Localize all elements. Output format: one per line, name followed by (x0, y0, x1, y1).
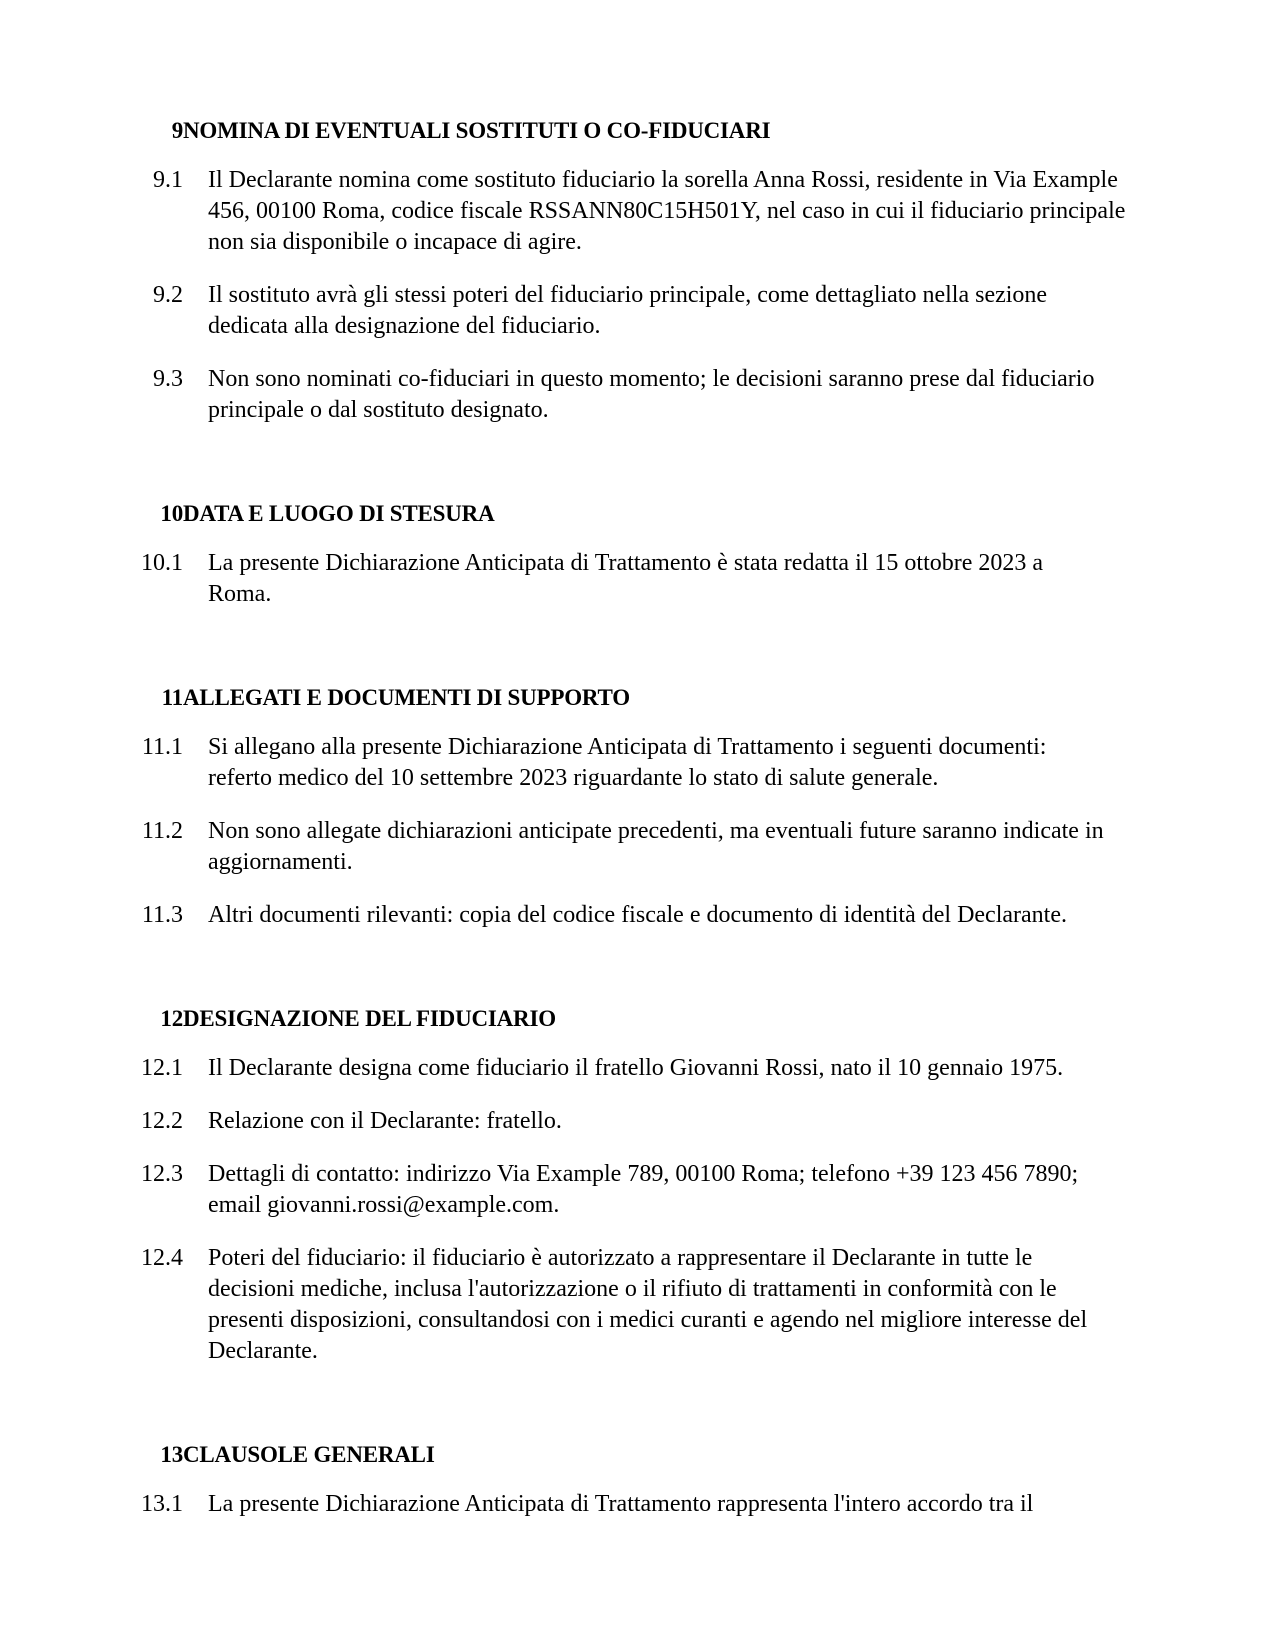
section-title: ALLEGATI E DOCUMENTI DI SUPPORTO (183, 685, 630, 710)
clause-line: email giovanni.rossi@example.com. (208, 1192, 560, 1218)
clause (100, 816, 1180, 878)
clause-text (208, 548, 1043, 610)
section-10 (100, 498, 1180, 610)
clause-number: 11.1 (141, 734, 183, 760)
clause-line: Altri documenti rilevanti: copia del codice fiscale e documento di identità del Declarante. (208, 902, 1067, 928)
clause-text (208, 1489, 1033, 1520)
clause-line: referto medico del 10 settembre 2023 riguardante lo stato di salute generale. (208, 765, 939, 791)
clause-number: 13.1 (141, 1491, 183, 1517)
clause-line: Poteri del fiduciario: il fiduciario è autorizzato a rappresentare il Declarante in tutte le (208, 1245, 1033, 1271)
clause-text (208, 165, 1125, 258)
clause-line: decisioni mediche, inclusa l'autorizzazione o il rifiuto di trattamenti in conformità con le (208, 1276, 1057, 1302)
clause-number: 12.1 (141, 1055, 183, 1081)
section-number: 13 (160, 1442, 183, 1467)
section-number: 10 (160, 501, 183, 526)
clause-text (208, 816, 1104, 878)
clause (100, 165, 1180, 258)
section-12 (100, 1003, 1180, 1367)
clause-line: Il Declarante nomina come sostituto fiduciario la sorella Anna Rossi, residente in Via Example (208, 167, 1118, 193)
section-heading (100, 1003, 1180, 1034)
clause-line: Il Declarante designa come fiduciario il fratello Giovanni Rossi, nato il 10 gennaio 1975. (208, 1055, 1064, 1081)
section-13 (100, 1439, 1180, 1520)
clause-text (208, 1053, 1063, 1084)
clause (100, 732, 1180, 794)
clause (100, 1243, 1180, 1367)
clause-line: Non sono nominati co-fiduciari in questo momento; le decisioni saranno prese dal fiduciario (208, 366, 1095, 392)
section-title: DESIGNAZIONE DEL FIDUCIARIO (183, 1006, 556, 1031)
clause-line: Non sono allegate dichiarazioni anticipate precedenti, ma eventuali future saranno indicate in (208, 818, 1104, 844)
clause-number: 9.3 (153, 366, 183, 392)
clause (100, 900, 1180, 931)
clause-text (208, 364, 1094, 426)
section-11 (100, 682, 1180, 931)
clause-line: Relazione con il Declarante: fratello. (208, 1108, 562, 1134)
clause-line: La presente Dichiarazione Anticipata di Trattamento è stata redatta il 15 ottobre 2023 a (208, 550, 1044, 576)
clause-number: 10.1 (141, 550, 183, 576)
clause-text (208, 732, 1046, 794)
clause-line: 456, 00100 Roma, codice fiscale RSSANN80C15H501Y, nel caso in cui il fiduciario principale (208, 198, 1126, 224)
section-number: 12 (160, 1006, 183, 1031)
clause (100, 548, 1180, 610)
section-heading (100, 498, 1180, 529)
clause (100, 1053, 1180, 1084)
section-title: DATA E LUOGO DI STESURA (183, 501, 495, 526)
section-9 (100, 115, 1180, 426)
clause-number: 12.3 (141, 1161, 183, 1187)
clause-text (208, 900, 1067, 931)
clause-number: 9.2 (153, 282, 183, 308)
clause-number: 12.2 (141, 1108, 183, 1134)
clause-number: 12.4 (141, 1245, 183, 1271)
clause-number: 11.2 (141, 818, 183, 844)
clause-line: aggiornamenti. (208, 849, 353, 875)
section-number: 11 (161, 685, 183, 710)
clause-line: presenti disposizioni, consultandosi con i medici curanti e agendo nel migliore interesse del (208, 1307, 1088, 1333)
clause-line: principale o dal sostituto designato. (208, 397, 549, 423)
clause-line: non sia disponibile o incapace di agire. (208, 229, 582, 255)
clause-line: Il sostituto avrà gli stessi poteri del fiduciario principale, come dettagliato nella sezione (208, 282, 1048, 308)
clause (100, 1489, 1180, 1520)
clause-line: dedicata alla designazione del fiduciario. (208, 313, 601, 339)
clause-number: 9.1 (153, 167, 183, 193)
section-title: CLAUSOLE GENERALI (183, 1442, 435, 1467)
clause (100, 1159, 1180, 1221)
clause-text (208, 1243, 1087, 1367)
clause-line: La presente Dichiarazione Anticipata di Trattamento rappresenta l'intero accordo tra il (208, 1491, 1034, 1517)
clause-line: Declarante. (208, 1338, 318, 1364)
clause-line: Si allegano alla presente Dichiarazione Anticipata di Trattamento i seguenti documenti: (208, 734, 1047, 760)
clause-number: 11.3 (141, 902, 183, 928)
section-heading (100, 682, 1180, 713)
clause-text (208, 1106, 562, 1137)
clause (100, 1106, 1180, 1137)
clause-text (208, 1159, 1078, 1221)
section-heading (100, 1439, 1180, 1470)
clause (100, 364, 1180, 426)
clause-line: Dettagli di contatto: indirizzo Via Example 789, 00100 Roma; telefono +39 123 456 7890; (208, 1161, 1079, 1187)
section-title: NOMINA DI EVENTUALI SOSTITUTI O CO-FIDUCIARI (183, 118, 771, 143)
section-heading (100, 115, 1180, 146)
clause (100, 280, 1180, 342)
clause-line: Roma. (208, 581, 272, 607)
clause-text (208, 280, 1047, 342)
section-number: 9 (171, 118, 183, 143)
